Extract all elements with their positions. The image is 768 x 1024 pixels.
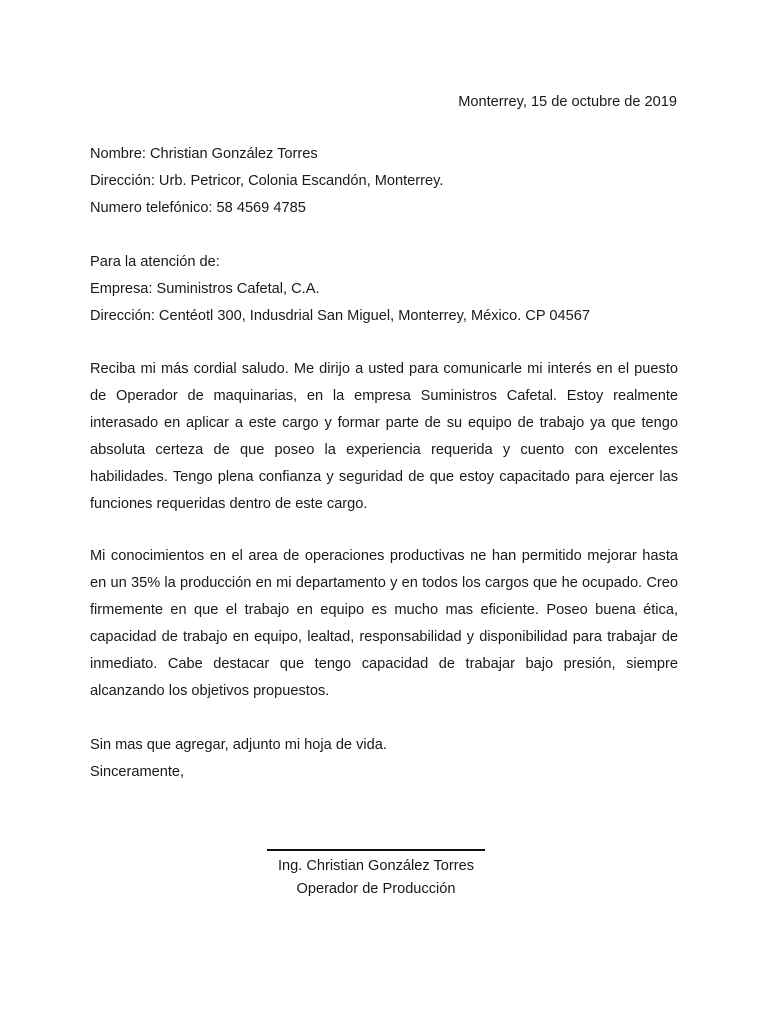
letter-date: Monterrey, 15 de octubre de 2019: [458, 94, 677, 110]
signature-title: Operador de Producción: [296, 881, 456, 897]
body-paragraph-2: Mi conocimientos en el area de operaciones productivas ne han permitido mejorar hasta en un 35% la producción en mi departamento y en todos los cargos que he ocupado. Creo firmemente en que el trabajo en equipo es mucho mas eficiente. Poseo buena ética, capacidad de trabajo en equipo, lealtad, responsabilidad y disponibilidad para trabajar de inmediato. Cabe destacar que tengo capacidad de trabajar bajo presión, siempre alcanzando los objetivos propuestos.: [90, 548, 678, 699]
recipient-block: [90, 249, 678, 330]
sender-block: [90, 141, 678, 222]
closing-line: Sin mas que agregar, adjunto mi hoja de vida.: [90, 737, 387, 753]
closing-block: [90, 732, 678, 786]
closing-salutation: Sinceramente,: [90, 764, 185, 780]
recipient-address: Dirección: Centéotl 300, Indusdrial San Miguel, Monterrey, México. CP 04567: [90, 308, 590, 324]
sender-address: Dirección: Urb. Petricor, Colonia Escandón, Monterrey.: [90, 173, 444, 189]
body-paragraph-1: Reciba mi más cordial saludo. Me dirijo a usted para comunicarle mi interés en el puesto de Operador de maquinarias, en la empresa Suministros Cafetal. Estoy realmente interasado en aplicar a este cargo y formar parte de su equipo de trabajo ya que tengo absoluta certeza de que poseo la experiencia requerida y cuento con excelentes habilidades. Tengo plena confianza y seguridad de que estoy capacitado para ejercer las funciones requeridas dentro de este cargo.: [90, 361, 678, 512]
sender-name: Nombre: Christian González Torres: [90, 146, 318, 162]
recipient-company: Empresa: Suministros Cafetal, C.A.: [90, 281, 320, 297]
signature-line: [267, 849, 485, 851]
signature-name: Ing. Christian González Torres: [277, 858, 475, 874]
sender-phone: Numero telefónico: 58 4569 4785: [90, 200, 306, 216]
signature-block: [266, 849, 486, 901]
recipient-attention: Para la atención de:: [90, 254, 220, 270]
